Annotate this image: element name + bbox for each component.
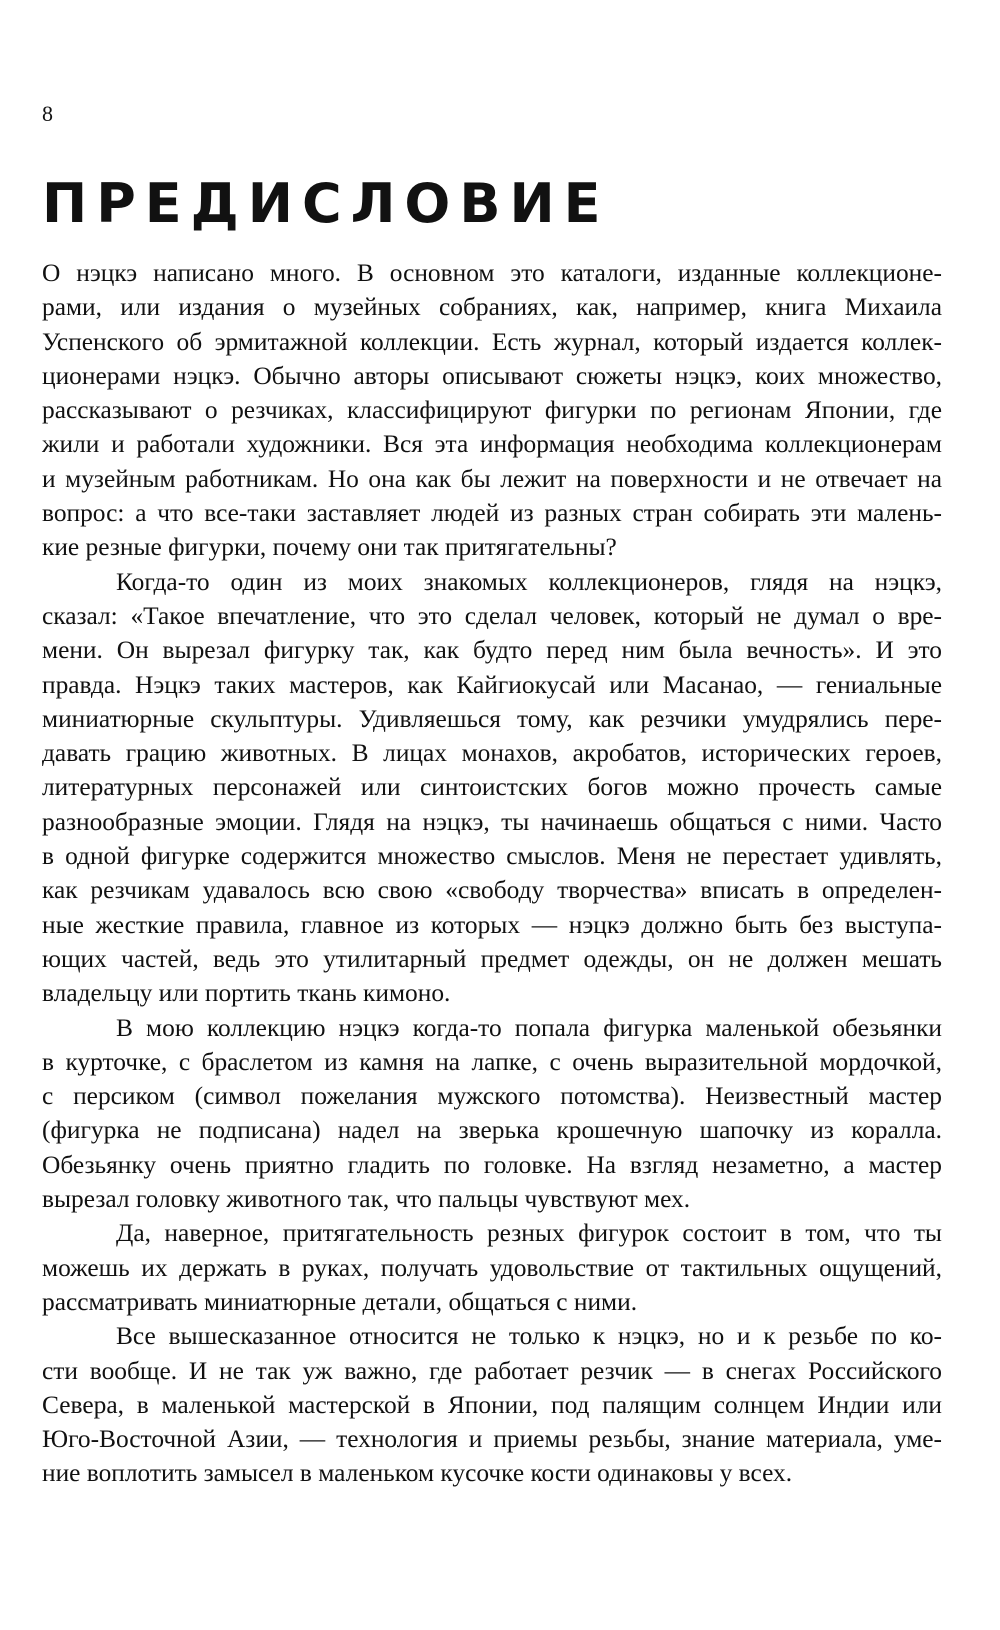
text-line: сти вообще. И не так уж важно, где работает резчик — в снегах Российского: [42, 1356, 942, 1385]
text-line: О нэцкэ написано много. В основном это каталоги, изданные коллекционе-: [42, 259, 942, 287]
text-line: и музейным работникам. Но она как бы лежит на поверхности и не отвечает на: [42, 464, 942, 493]
paragraph-3: [42, 1011, 942, 1217]
paragraph-2: [42, 565, 942, 1011]
text-line: (фигурка не подписана) надел на зверька крошечную шапочку из коралла.: [42, 1116, 942, 1145]
text-line: литературных персонажей или синтоистских богов можно прочесть самые: [42, 773, 942, 802]
text-line: рассматривать миниатюрные детали, общаться с ними.: [42, 1287, 638, 1316]
text-line: рами, или издания о музейных собраниях, как, например, книга Михаила: [42, 293, 942, 322]
text-line: разнообразные эмоции. Глядя на нэцкэ, ты начинаешь общаться с ними. Часто: [42, 807, 942, 836]
text-line: миниатюрные скульптуры. Удивляешься тому, как резчики умудрялись пере-: [42, 704, 942, 733]
text-line: В мою коллекцию нэцкэ когда-то попала фигурка маленькой обезьянки: [116, 1013, 942, 1042]
text-line: ные жесткие правила, главное из которых — нэцкэ должно быть без выступа-: [42, 910, 942, 939]
text-line: кие резные фигурки, почему они так притягательны?: [42, 533, 617, 562]
text-line: Когда-то один из моих знакомых коллекционеров, глядя на нэцкэ,: [116, 567, 942, 596]
page-number: 8: [42, 101, 53, 126]
text-line: ционерами нэцкэ. Обычно авторы описывают сюжеты нэцкэ, коих множество,: [42, 361, 942, 390]
text-line: правда. Нэцкэ таких мастеров, как Кайгиокусай или Масанао, — гениальные: [42, 670, 942, 699]
text-line: владельцу или портить ткань кимоно.: [42, 979, 451, 1008]
paragraph-1: [42, 256, 942, 565]
text-line: давать грацию животных. В лицах монахов, акробатов, исторических героев,: [42, 739, 942, 768]
text-line: Обезьянку очень приятно гладить по головке. На взгляд незаметно, а мастер: [42, 1150, 942, 1179]
text-line: можешь их держать в руках, получать удовольствие от тактильных ощущений,: [42, 1253, 942, 1282]
text-line: Да, наверное, притягательность резных фигурок состоит в том, что ты: [116, 1219, 942, 1248]
text-line: вырезал головку животного так, что пальцы чувствуют мех.: [42, 1185, 691, 1214]
chapter-title: ПРЕДИСЛОВИЕ: [42, 172, 610, 235]
text-line: рассказывают о резчиках, классифицируют фигурки по регионам Японии, где: [42, 396, 942, 425]
paragraph-5: [42, 1319, 942, 1490]
text-line: ющих частей, ведь это утилитарный предмет одежды, он не должен мешать: [42, 944, 942, 973]
text-line: Юго-Восточной Азии, — технология и приемы резьбы, знание материала, уме-: [42, 1425, 942, 1454]
text-line: Севера, в маленькой мастерской в Японии, под палящим солнцем Индии или: [42, 1390, 942, 1419]
text-line: вопрос: а что все-таки заставляет людей из разных стран собирать эти малень-: [42, 499, 942, 528]
text-line: в курточке, с браслетом из камня на лапке, с очень выразительной мордочкой,: [42, 1047, 942, 1076]
text-line: сказал: «Такое впечатление, что это сделал человек, который не думал о вре-: [42, 601, 942, 630]
text-line: как резчикам удавалось всю свою «свободу творчества» вписать в определен-: [42, 876, 942, 905]
text-line: в одной фигурке содержится множество смыслов. Меня не перестает удивлять,: [42, 842, 942, 871]
body-text: [42, 256, 942, 1491]
text-line: ние воплотить замысел в маленьком кусочке кости одинаковы у всех.: [42, 1459, 793, 1488]
text-line: с персиком (символ пожелания мужского потомства). Неизвестный мастер: [42, 1082, 942, 1111]
paragraph-4: [42, 1216, 942, 1319]
text-line: жили и работали художники. Вся эта информация необходима коллекционерам: [42, 430, 942, 459]
text-line: Успенского об эрмитажной коллекции. Есть журнал, который издается коллек-: [42, 327, 942, 356]
text-line: мени. Он вырезал фигурку так, как будто перед ним была вечность». И это: [42, 636, 942, 665]
text-line: Все вышесказанное относится не только к нэцкэ, но и к резьбе по ко-: [116, 1322, 942, 1351]
